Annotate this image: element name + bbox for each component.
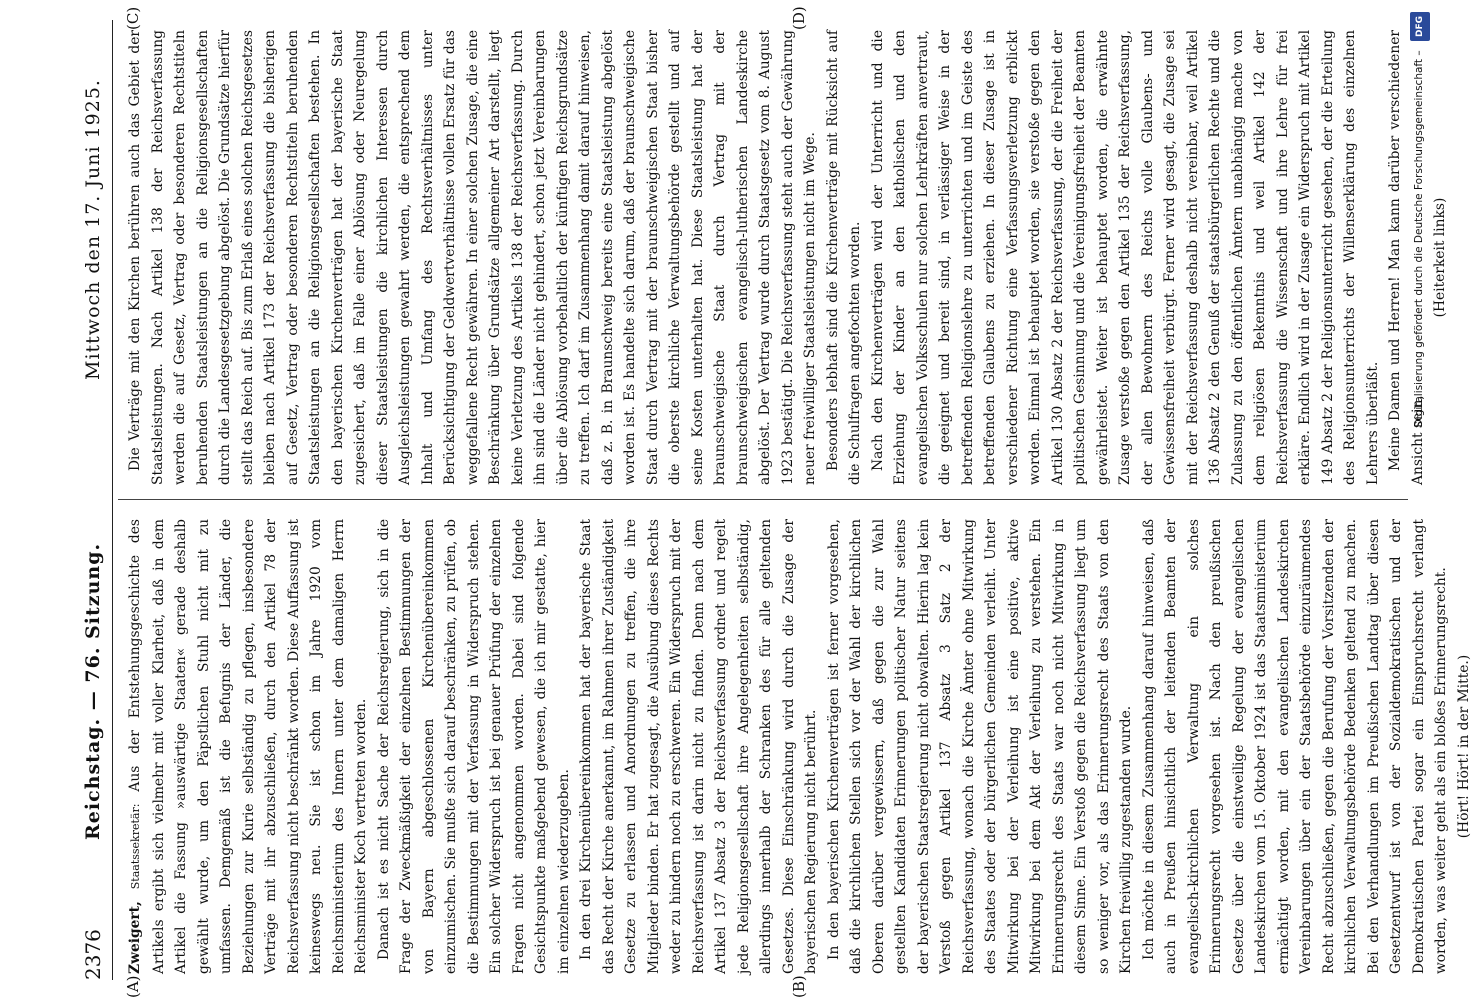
page-number: 2376	[81, 929, 105, 980]
paragraph: Ich möchte in diesem Zusammenhang darauf hinweisen, daß auch in Preußen hinsichtlich der leitenden Beamten der evangelisch-kirchlichen Verwaltung ein solches Erinnerungsrecht vorgesehen ist. Nach den preußischen Gesetze über die einstweilige Regelung der evangelischen Landeskirchen vom 15. Oktober 1924 ist das Staatsministerium ermächtigt worden, mit den evangelischen Landeskirchen Vereinbarungen über ein der Staatsbehörde einzuräumendes Recht abzuschließen, gegen die Berufung der Vorsitzenden der kirchlichen Verwaltungsbehörde Bedenken geltend zu machen. Bei den Verhandlungen im Preußischen Landtag über diesen Gesetzentwurf ist von der Sozialdemokratischen und der Demokratischen Partei sogar ein Einspruchsrecht verlangt worden, was weiter geht als ein bloßes Erinnerungsrecht.	[1140, 519, 1449, 974]
paragraph: In den bayerischen Kirchenverträgen ist ferner vorgesehen, daß die kirchlichen Stellen sich vor der Wahl der kirchlichen Oberen darüber vergewissern, daß gegen die zur Wahl gestellten Kandidaten Erinnerungen politischer Natur seitens der bayerischen Staatsregierung nicht obwalten. Hierin lag kein Verstoß gegen Artikel 137 Absatz 3 Satz 2 der Reichsverfassung, wonach die Kirche Ämter ohne Mitwirkung des Staates oder der bürgerlichen Gemeinden verleiht. Unter Mitwirkung bei der Verleihung ist eine positive, aktive Mitwirkung bei dem Akt der Verleihung zu verstehen. Ein Erinnerungsrecht des Staats war noch nicht Mitwirkung in diesem Sinne. Ein Verstoß gegen die Reichsverfassung liegt um so weniger vor, als das Erinnerungsrecht des Staats von den Kirchen freiwillig zugestanden wurde.	[825, 519, 1134, 974]
document-page	[60, 0, 1472, 1000]
margin-marker-b: (B)	[790, 975, 808, 998]
paragraph: Die Verträge mit den Kirchen berühren auch das Gebiet der Staatsleistungen. Nach Artikel 138 der Reichsverfassung werden die auf Gesetz, Vertrag oder besonderen Rechtstiteln beruhenden Staatsleistungen an die Religionsgesellschaften durch die Landesgesetzgebung abgelöst. Die Grundsätze hierfür stellt das Reich auf. Bis zum Erlaß eines solchen Reichsgesetzes bleiben nach Artikel 173 der Reichsverfassung die bisherigen auf Gesetz, Vertrag oder besonderen Rechtstiteln beruhenden Staatsleistungen an die Religionsgesellschaften bestehen. In den bayerischen Kirchenverträgen hat der bayerische Staat zugesichert, daß im Falle einer Ablösung oder Neuregelung dieser Staatsleistungen die kirchlichen Interessen durch Ausgleichsleistungen gewahrt werden, die entsprechend dem Inhalt und Umfang des Rechtsverhältnisses unter Berücksichtigung der Geldwertverhältnisse vollen Ersatz für das weggefallene Recht gewähren. In einer solchen Zusage, die eine Beschränkung über Grundsätze allgemeiner Art darstellt, liegt keine Verletzung des Artikels 138 der Reichsverfassung. Durch ihn sind die Länder nicht gehindert, schon jetzt Vereinbarungen über die Ablösung vorbehaltlich der künftigen Reichsgrundsätze zu treffen. Ich darf im Zusammenhang damit darauf hinweisen, daß z. B. in Braunschweig bereits eine Staatsleistung abgelöst worden ist. Es handelte sich darum, daß der braunschweigische Staat durch Vertrag mit der braunschweigischen Staat bisher die oberste kirchliche Verwaltungsbehörde gestellt und auf seine Kosten unterhalten hat. Diese Staatsleistung hat der braunschweigische Staat durch Vertrag mit der braunschweigischen evangelisch-lutherischen Landeskirche abgelöst. Der Vertrag wurde durch Staatsgesetz vom 8. August 1923 bestätigt. Die Reichsverfassung steht auch der Gewährung neuer freiwilliger Staatsleistungen nicht im Wege.	[127, 30, 818, 485]
column-divider	[118, 499, 1408, 500]
header-rule	[112, 20, 113, 980]
paragraph: In den drei Kirchenübereinkommen hat der bayerische Staat das Recht der Kirche anerkannt, im Rahmen ihrer Zuständigkeit Gesetze zu erlassen und Anordnungen zu treffen, die ihre Mitglieder binden. Er hat zugesagt, die Ausübung dieses Rechts weder zu hindern noch zu erschweren. Ein Widerspruch mit der Reichsverfassung ist darin nicht zu finden. Denn nach dem Artikel 137 Absatz 3 der Reichsverfassung ordnet und regelt jede Religionsgesellschaft ihre Angelegenheiten selbständig, allerdings innerhalb der Schranken des für alle geltenden Gesetzes. Diese Einschränkung wird durch die Zusage der bayerischen Regierung nicht berührt.	[578, 519, 819, 974]
interjection: (Hört! Hört! in der Mitte.)	[1455, 654, 1472, 839]
opening-paragraph	[124, 519, 373, 974]
speaker-name: Zweigert,	[127, 901, 143, 974]
speaker-role: Staatssekretär:	[129, 803, 142, 890]
interjection: (Heiterkeit links)	[1432, 197, 1448, 318]
paragraph: Besonders lebhaft sind die Kirchenverträge mit Rücksicht auf die Schulfragen angefochten worden.	[824, 30, 863, 485]
dfg-logo: DFG	[1410, 12, 1430, 41]
left-column	[124, 519, 1475, 974]
session-date: Mittwoch den 17. Juni 1925.	[82, 79, 104, 380]
session-title: Reichstag. — 76. Sitzung.	[82, 542, 104, 840]
paragraph: Danach ist es nicht Sache der Reichsregierung, sich in die Frage der Zweckmäßigkeit der einzelnen Bestimmungen der von Bayern abgeschlossenen Kirchenübereinkommen einzumischen. Sie mußte sich darauf beschränken, zu prüfen, ob die Bestimmungen mit der Verfassung in Widerspruch stehen. Ein solcher Widerspruch ist bei genauer Prüfung der einzelnen Fragen nicht angenommen worden. Dabei sind folgende Gesichtspunkte maßgebend gewesen, die ich mir gestatte, hier im einzelnen wiederzugeben.	[375, 519, 572, 974]
paragraph: Nach den Kirchenverträgen wird der Unterricht und die Erziehung der Kinder an den katholischen und den evangelischen Volksschulen nur solchen Lehrkräften anvertraut, die geeignet und bereit sind, in verlässiger Weise in der betreffenden Religionslehre zu unterrichten und im Geiste des betreffenden Glaubens zu erziehen. In dieser Zusage ist in verschiedener Richtung eine Verfassungsverletzung erblickt worden. Einmal ist behauptet worden, sie verstoße gegen den Artikel 130 Absatz 2 der Reichsverfassung, der die Freiheit der politischen Gesinnung und die Vereinigungsfreiheit der Beamten gewährleistet. Weiter ist behauptet worden, die erwähnte Zusage verstoße gegen den Artikel 135 der Reichsverfassung, der allen Bewohnern des Reichs volle Glaubens- und Gewissensfreiheit verbürgt. Ferner wird gesagt, die Zusage sei mit der Reichsverfassung deshalb nicht vereinbar, weil Artikel 136 Absatz 2 den Genuß der staatsbürgerlichen Rechte und die Zulassung zu den öffentlichen Ämtern unabhängig mache von dem religiösen Bekenntnis und weil Artikel 142 der Reichsverfassung die Wissenschaft und ihre Lehre für frei erkläre. Endlich wird in der Zusage ein Widerspruch mit Artikel 149 Absatz 2 der Religionsunterricht gesehen, der die Erteilung des Religionsunterrichts der Willenserklärung des einzelnen Lehrers überläßt.	[869, 30, 1381, 485]
margin-marker-a: (A)	[124, 975, 142, 998]
page-header	[78, 20, 108, 980]
margin-marker-c: (C)	[124, 6, 142, 30]
right-column	[124, 30, 1452, 485]
paragraph-text: Aus der Entstehungsgeschichte des Artikels ergibt sich vielmehr mit voller Klarheit, daß in dem Artikel die Fassung »auswärtige Staaten« gerade deshalb gewählt wurde, um den Päpstlichen Stuhl nicht mit zu umfassen. Demgemäß ist die Befugnis der Länder, die Beziehungen zur Kurie selbständig zu pflegen, insbesondere Verträge mit ihr abzuschließen, durch den Artikel 78 der Reichsverfassung nicht beschränkt worden. Diese Auffassung ist keineswegs neu. Sie ist schon im Jahre 1920 vom Reichsministerium des Innern unter dem damaligen Herrn Reichsminister Koch vertreten worden.	[127, 519, 369, 974]
margin-marker-d: (D)	[790, 6, 808, 30]
digitization-credit	[1410, 12, 1430, 988]
credit-text: Digitalisierung gefördert durch die Deutsche Forschungsgemeinschaft –	[1413, 50, 1425, 428]
paragraph: Meine Damen und Herren! Man kann darüber verschiedener Ansicht sein,	[1387, 30, 1426, 485]
